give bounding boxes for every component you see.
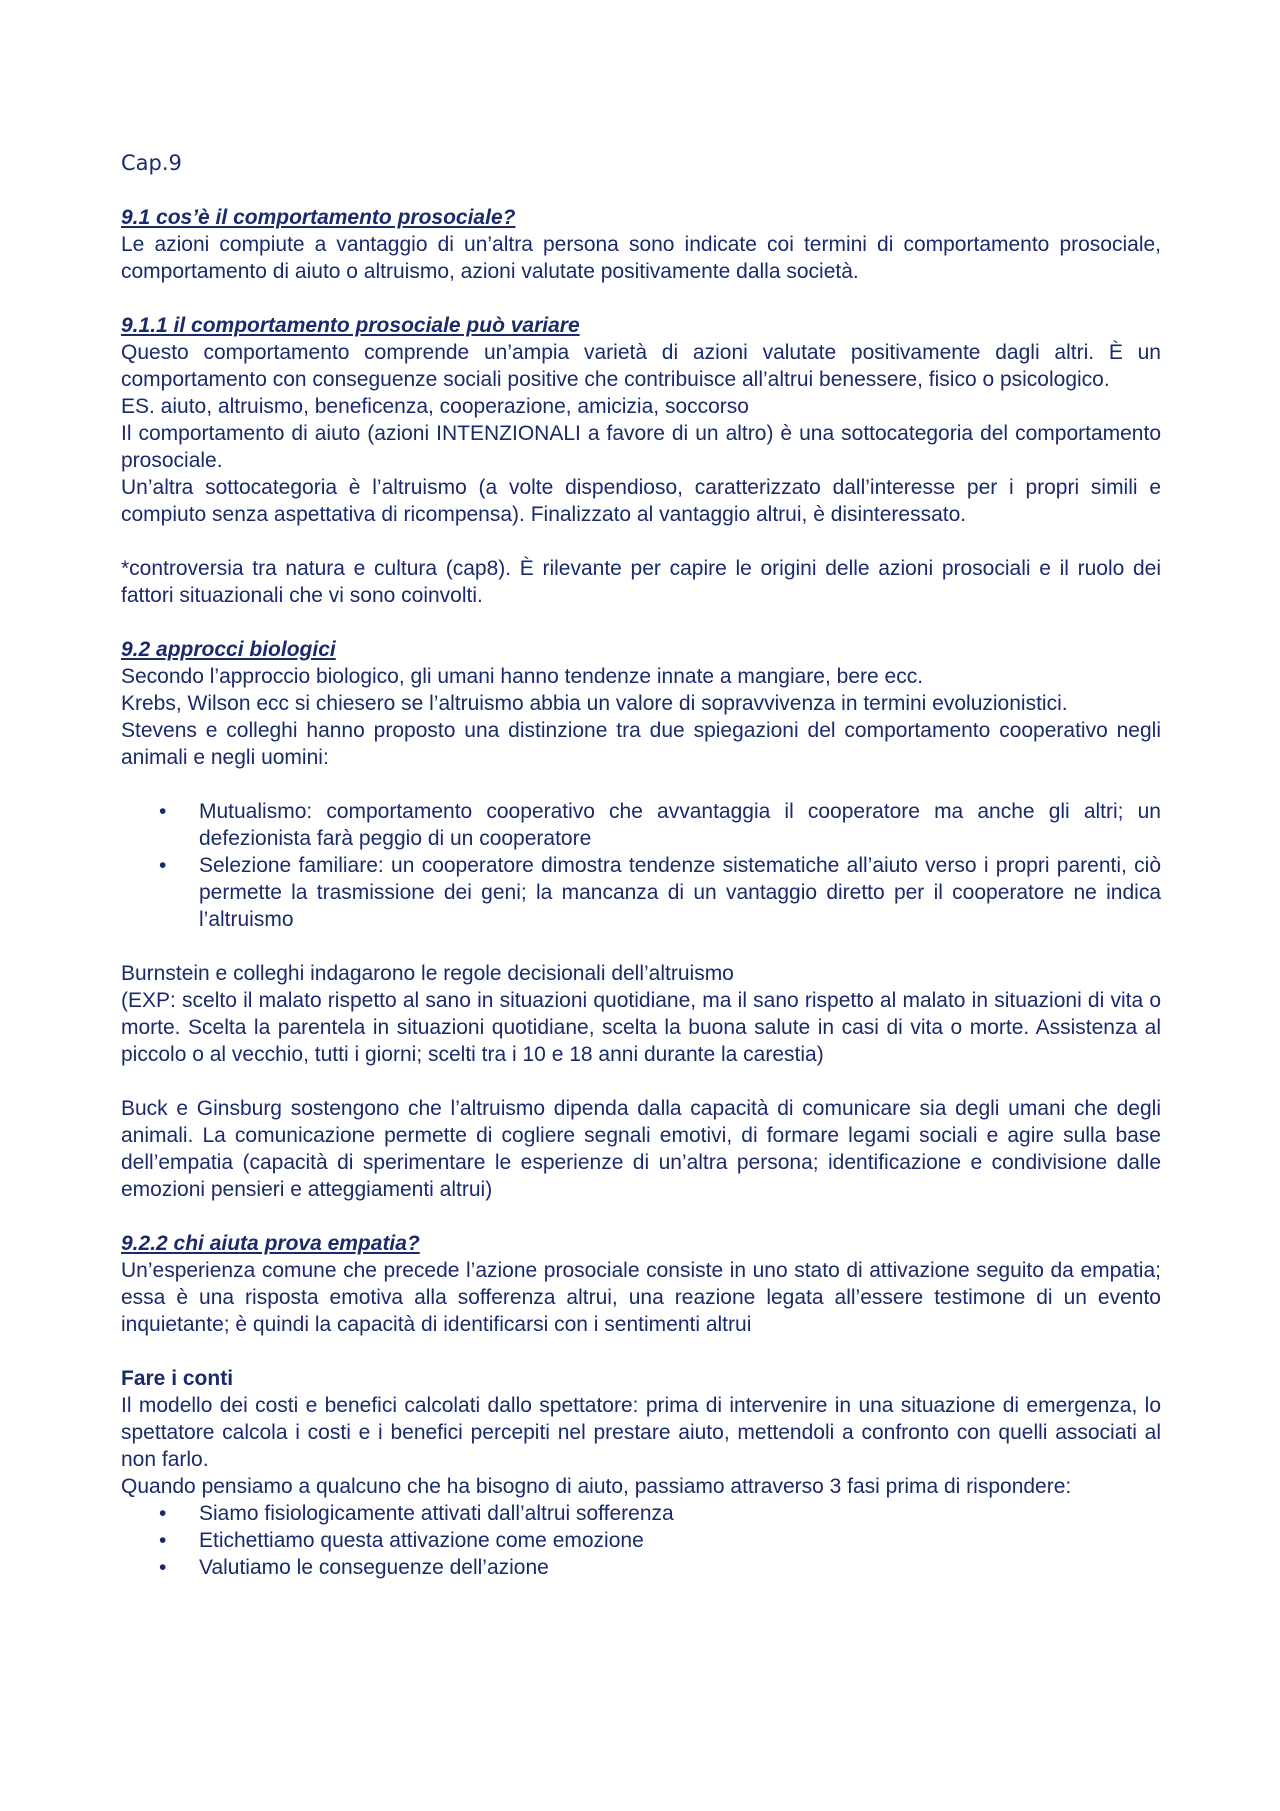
paragraph: ES. aiuto, altruismo, beneficenza, cooperazione, amicizia, soccorso [121,395,749,418]
paragraph: Secondo l’approccio biologico, gli umani hanno tendenze innate a mangiare, bere ecc. [121,665,924,688]
section-9-1-1-title: 9.1.1 il comportamento prosociale può variare [121,314,580,337]
paragraph: Questo comportamento comprende un’ampia varietà di azioni valutate positivamente dagli altri. È un comportamento con conseguenze sociali positive che contribuisce all’altrui benessere, fisico o psicologico. [121,341,1161,391]
paragraph: Krebs, Wilson ecc si chiesero se l’altruismo abbia un valore di sopravvivenza in termini evoluzionistici. [121,692,1068,715]
section-9-2-2-title: 9.2.2 chi aiuta prova empatia? [121,1232,420,1255]
subsection-title: Fare i conti [121,1367,234,1390]
section-9-1-title: 9.1 cos’è il comportamento prosociale? [121,206,516,229]
list-item: • Selezione familiare: un cooperatore dimostra tendenze sistematiche all’aiuto verso i propri parenti, ciò permette la trasmissione dei geni; la mancanza di un vantaggio diretto per il cooperatore ne indica l’altruismo [121,852,1161,933]
paragraph: Il modello dei costi e benefici calcolati dallo spettatore: prima di intervenire in una situazione di emergenza, lo spettatore calcola i costi e i benefici percepiti nel prestare aiuto, mettendoli a confronto con quelli associati al non farlo. [121,1394,1161,1471]
paragraph: Il comportamento di aiuto (azioni INTENZIONALI a favore di un altro) è una sottocategoria del comportamento prosociale. [121,422,1161,472]
bullet-list [121,798,1161,933]
list-item: • Etichettiamo questa attivazione come emozione [121,1527,1161,1554]
paragraph: Un’altra sottocategoria è l’altruismo (a volte dispendioso, caratterizzato dall’interesse per i propri simili e compiuto senza aspettativa di ricompensa). Finalizzato al vantaggio altrui, è disinteressato. [121,476,1161,526]
list-item: • Siamo fisiologicamente attivati dall’altrui sofferenza [121,1500,1161,1527]
chapter-label: Cap.9 [121,151,182,175]
document-page [121,150,1161,1581]
paragraph: Le azioni compiute a vantaggio di un’altra persona sono indicate coi termini di comportamento prosociale, comportamento di aiuto o altruismo, azioni valutate positivamente dalla società. [121,233,1161,283]
paragraph: Buck e Ginsburg sostengono che l’altruismo dipenda dalla capacità di comunicare sia degli umani che degli animali. La comunicazione permette di cogliere segnali emotivi, di formare legami sociali e agire sulla base dell’empatia (capacità di sperimentare le esperienze di un’altra persona; identificazione e condivisione dalle emozioni pensieri e atteggiamenti altrui) [121,1097,1161,1201]
paragraph: Burnstein e colleghi indagarono le regole decisionali dell’altruismo [121,962,734,985]
bullet-list [121,1500,1161,1581]
list-item: • Valutiamo le conseguenze dell’azione [121,1554,1161,1581]
paragraph: (EXP: scelto il malato rispetto al sano in situazioni quotidiane, ma il sano rispetto al malato in situazioni di vita o morte. Scelta la parentela in situazioni quotidiane, scelta la buona salute in casi di vita o morte. Assistenza al piccolo o al vecchio, tutti i giorni; scelti tra i 10 e 18 anni durante la carestia) [121,989,1161,1066]
paragraph: Stevens e colleghi hanno proposto una distinzione tra due spiegazioni del comportamento cooperativo negli animali e negli uomini: [121,719,1161,769]
paragraph: Quando pensiamo a qualcuno che ha bisogno di aiuto, passiamo attraverso 3 fasi prima di rispondere: [121,1475,1072,1498]
paragraph: Un’esperienza comune che precede l’azione prosociale consiste in uno stato di attivazione seguito da empatia; essa è una risposta emotiva alla sofferenza altrui, una reazione legata all’essere testimone di un evento inquietante; è quindi la capacità di identificarsi con i sentimenti altrui [121,1259,1161,1336]
paragraph: *controversia tra natura e cultura (cap8). È rilevante per capire le origini delle azioni prosociali e il ruolo dei fattori situazionali che vi sono coinvolti. [121,557,1161,607]
list-item: • Mutualismo: comportamento cooperativo che avvantaggia il cooperatore ma anche gli altri; un defezionista farà peggio di un cooperatore [121,798,1161,852]
section-9-2-title: 9.2 approcci biologici [121,638,336,661]
